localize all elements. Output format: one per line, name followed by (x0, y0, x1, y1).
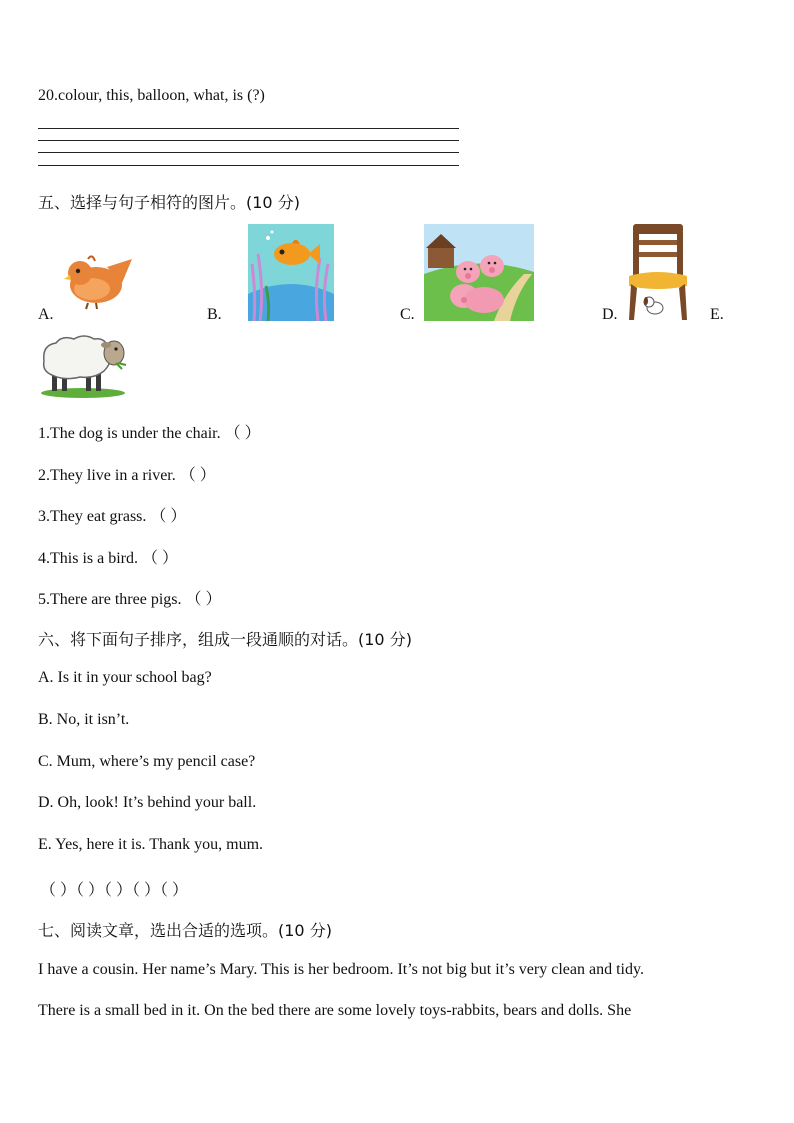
three-pigs-picture (424, 224, 534, 321)
dialogue-line-c: C. Mum, where’s my pencil case? (38, 753, 256, 770)
matching-item-3: 3.They eat grass. （ ） (38, 508, 187, 525)
bird-picture (62, 253, 134, 311)
dialogue-line-e: E. Yes, here it is. Thank you, mum. (38, 836, 264, 853)
matching-item-1: 1.The dog is under the chair. （ ） (38, 425, 261, 442)
answer-line (38, 128, 459, 129)
answer-line (38, 140, 459, 141)
section-7-heading: 七、阅读文章，选出合适的选项。(10 分) (38, 921, 332, 940)
matching-item-2: 2.They live in a river. （ ） (38, 467, 216, 484)
dialogue-line-a: A. Is it in your school bag? (38, 669, 212, 686)
section-6-heading: 六、将下面句子排序，组成一段通顺的对话。(10 分) (38, 630, 412, 649)
fish-picture (248, 224, 334, 321)
dialogue-line-b: B. No, it isn’t. (38, 711, 130, 728)
matching-item-4: 4.This is a bird. （ ） (38, 550, 178, 567)
sheep-picture (38, 333, 128, 399)
order-answer-blanks: （ ）（ ）（ ）（ ）（ ） (40, 882, 189, 899)
dialogue-line-d: D. Oh, look! It’s behind your ball. (38, 794, 257, 811)
reading-passage-line-1: I have a cousin. Her name’s Mary. This is her bedroom. It’s not big but it’s very clean and tidy. (38, 961, 644, 978)
option-a-label: A. (38, 306, 54, 323)
answer-line (38, 152, 459, 153)
question-20: 20.colour, this, balloon, what, is (?) (38, 87, 265, 104)
dog-under-chair-picture (627, 222, 689, 322)
option-d-label: D. (602, 306, 618, 323)
option-e-label: E. (710, 306, 724, 323)
option-c-label: C. (400, 306, 415, 323)
matching-item-5: 5.There are three pigs. （ ） (38, 591, 222, 608)
answer-line (38, 165, 459, 166)
reading-passage-line-2: There is a small bed in it. On the bed there are some lovely toys-rabbits, bears and dolls. She (38, 1002, 632, 1019)
section-5-heading: 五、选择与句子相符的图片。(10 分) (38, 193, 300, 212)
option-b-label: B. (207, 306, 222, 323)
